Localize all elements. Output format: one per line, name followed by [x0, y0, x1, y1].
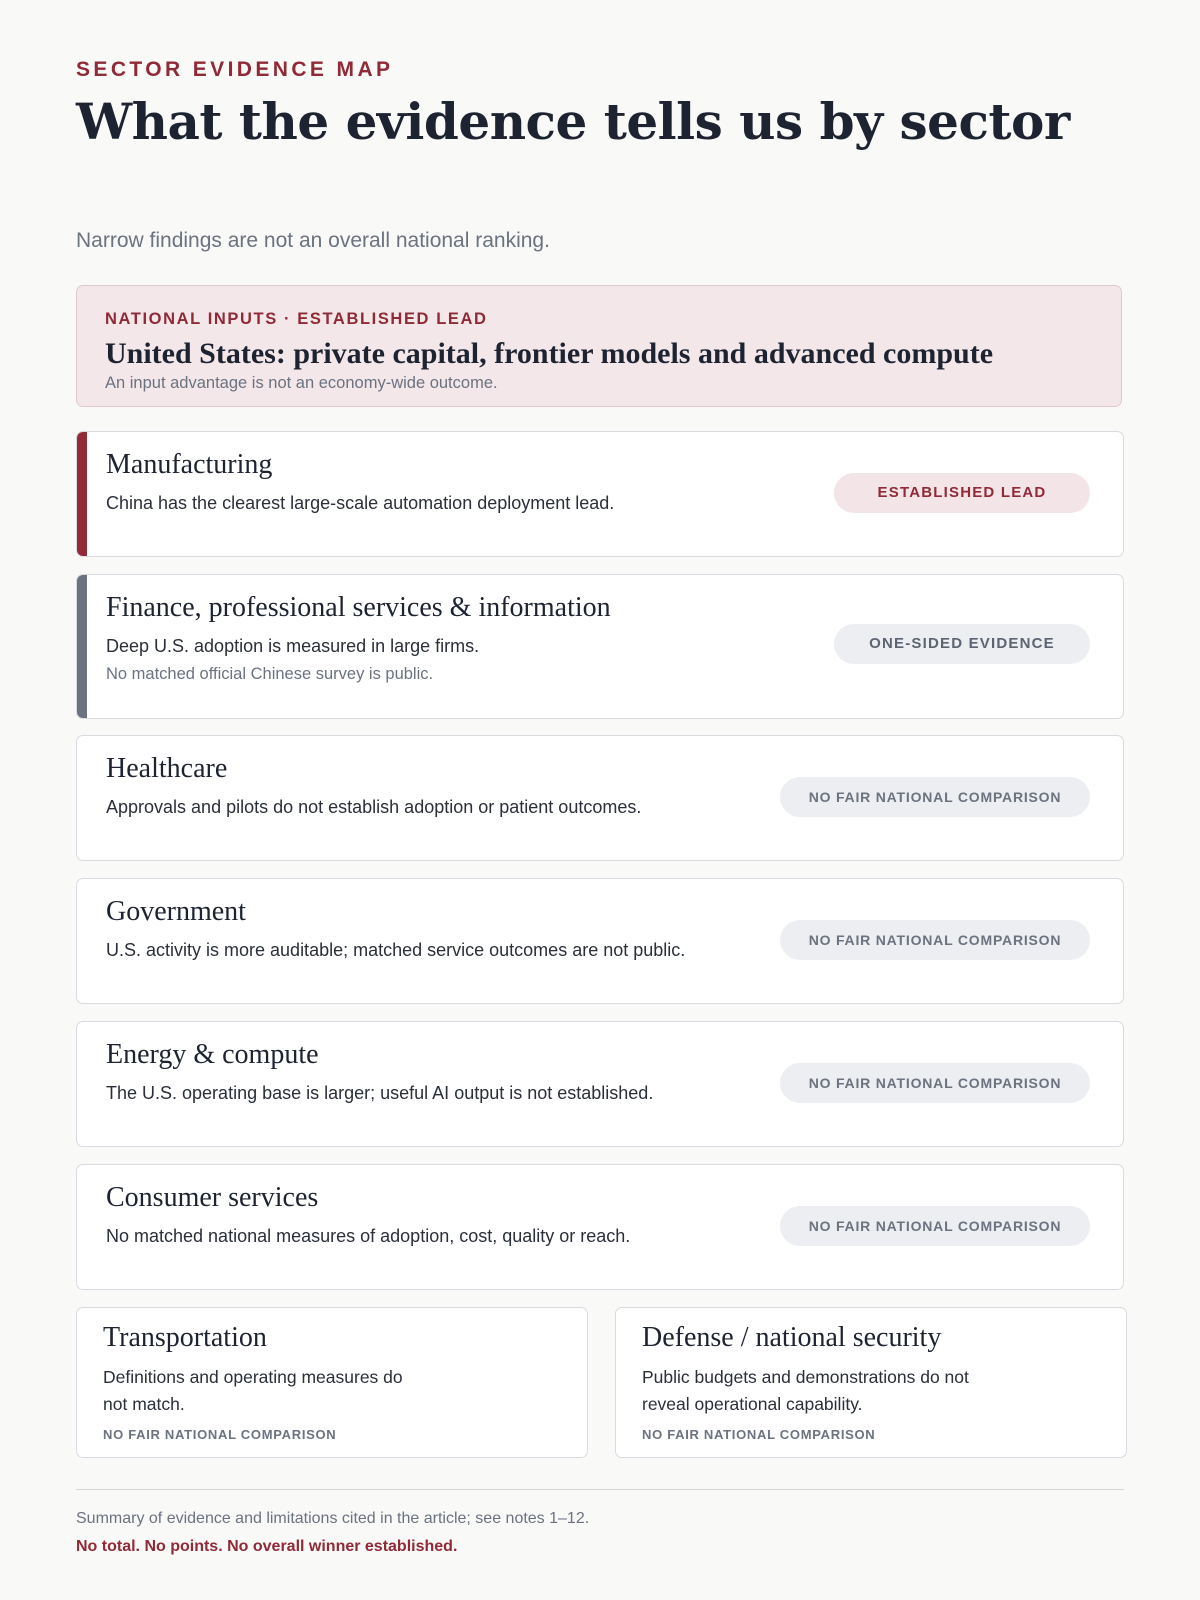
status-label: NO FAIR NATIONAL COMPARISON	[642, 1427, 876, 1442]
sector-description: Approvals and pilots do not establish adoption or patient outcomes.	[106, 797, 642, 817]
disclaimer: No total. No points. No overall winner established.	[76, 1538, 458, 1555]
sector-title: Defense / national security	[642, 1322, 942, 1353]
banner-title: United States: private capital, frontier models and advanced compute	[105, 337, 994, 370]
sector-title: Transportation	[103, 1322, 267, 1353]
sector-title: Government	[106, 896, 246, 927]
banner-kicker: NATIONAL INPUTS · ESTABLISHED LEAD	[105, 310, 488, 328]
national-inputs-banner	[76, 285, 1122, 407]
banner-note: An input advantage is not an economy-wide outcome.	[105, 374, 498, 392]
footer-divider	[76, 1489, 1124, 1490]
sector-description: U.S. activity is more auditable; matched service outcomes are not public.	[106, 940, 686, 960]
source-note: Summary of evidence and limitations cited in the article; see notes 1–12.	[76, 1510, 590, 1527]
sector-description: China has the clearest large-scale automation deployment lead.	[106, 493, 615, 513]
sector-card-transportation	[76, 1307, 588, 1458]
sector-card-manufacturing	[76, 431, 1124, 557]
status-badge: NO FAIR NATIONAL COMPARISON	[780, 1063, 1090, 1103]
sector-description: Public budgets and demonstrations do not reveal operational capability.	[642, 1367, 969, 1414]
status-badge: ESTABLISHED LEAD	[834, 473, 1090, 513]
sector-title: Consumer services	[106, 1182, 319, 1213]
status-label: NO FAIR NATIONAL COMPARISON	[103, 1427, 337, 1442]
sector-card-defense	[615, 1307, 1127, 1458]
sector-title: Finance, professional services & information	[106, 592, 611, 623]
sector-description: No matched national measures of adoption, cost, quality or reach.	[106, 1226, 631, 1246]
sector-card-finance	[76, 574, 1124, 719]
sector-title: Manufacturing	[106, 449, 273, 480]
page-subtitle: Narrow findings are not an overall national ranking.	[76, 229, 550, 252]
sector-description: Definitions and operating measures do not match.	[103, 1367, 403, 1414]
status-badge: NO FAIR NATIONAL COMPARISON	[780, 920, 1090, 960]
sector-title: Healthcare	[106, 753, 228, 784]
sector-card-energy-compute	[76, 1021, 1124, 1147]
status-badge: NO FAIR NATIONAL COMPARISON	[780, 1206, 1090, 1246]
accent-bar	[77, 432, 87, 556]
sector-card-healthcare	[76, 735, 1124, 861]
accent-bar	[77, 575, 87, 718]
sector-description: The U.S. operating base is larger; useful AI output is not established.	[106, 1083, 654, 1103]
status-badge: ONE-SIDED EVIDENCE	[834, 624, 1090, 664]
page-title: What the evidence tells us by sector	[76, 92, 1070, 151]
status-badge: NO FAIR NATIONAL COMPARISON	[780, 777, 1090, 817]
kicker: SECTOR EVIDENCE MAP	[76, 58, 394, 81]
sector-description: Deep U.S. adoption is measured in large firms.	[106, 636, 480, 656]
sector-card-government	[76, 878, 1124, 1004]
sector-title: Energy & compute	[106, 1039, 319, 1070]
sector-note: No matched official Chinese survey is public.	[106, 665, 434, 683]
sector-card-consumer-services	[76, 1164, 1124, 1290]
